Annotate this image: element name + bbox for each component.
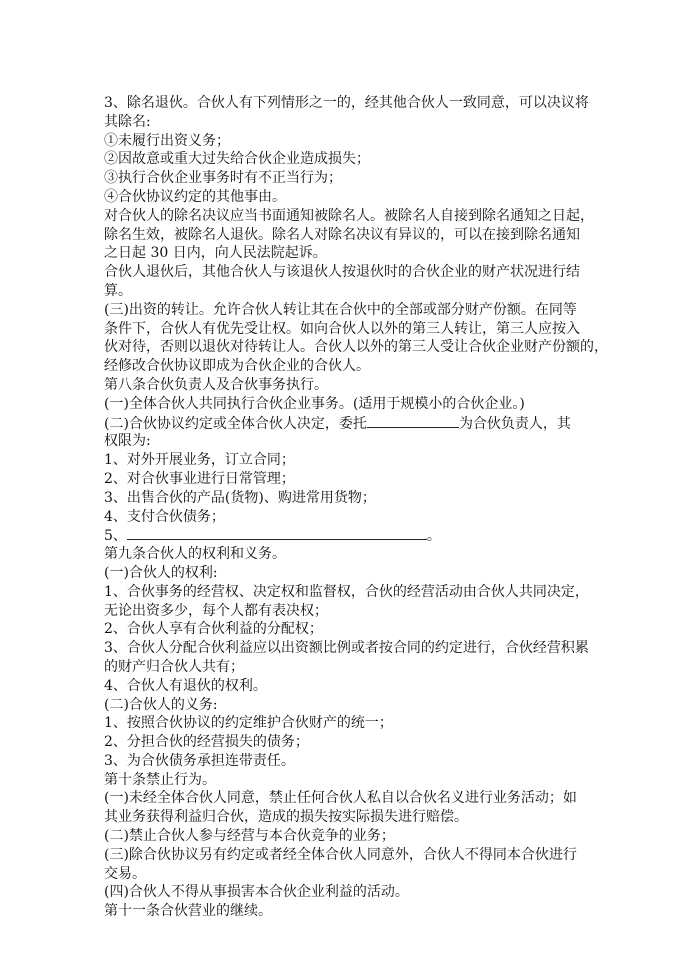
text-line: 的财产归合伙人共有； [104, 658, 244, 675]
text-line: 4、合伙人有退伙的权利。 [104, 677, 267, 694]
text-line: 除名生效，被除名人退伙。除名人对除名决议有异议的，可以在接到除名通知 [104, 226, 580, 243]
text-line: 交易。 [104, 865, 146, 882]
text-line: ①未履行出资义务； [104, 132, 230, 149]
text-line: 3、为合伙债务承担连带责任。 [104, 752, 295, 769]
item-5-line [104, 526, 594, 545]
entrust-line [104, 414, 594, 433]
text-line: 其除名: [104, 113, 151, 130]
section-heading: 第八条合伙负责人及合伙事务执行。 [104, 376, 328, 393]
text-line: 对合伙人的除名决议应当书面通知被除名人。被除名人自接到除名通知之日起， [104, 207, 594, 224]
section-heading: 第九条合伙人的权利和义务。 [104, 546, 286, 563]
text-line: 3、合伙人分配合伙利益应以出资额比例或者按合同的约定进行，合伙经营积累 [104, 640, 589, 657]
text-line: (三)出资的转让。允许合伙人转让其在合伙中的全部或部分财产份额。在同等 [104, 301, 577, 318]
entrust-before: (二)合伙协议约定或全体合伙人决定，委托 [104, 415, 367, 432]
text-line: 2、合伙人享有合伙利益的分配权； [104, 621, 323, 638]
text-line: 2、分担合伙的经营损失的债务； [104, 734, 309, 751]
text-line: 条件下，合伙人有优先受让权。如向合伙人以外的第三人转让，第三人应按入 [104, 320, 580, 337]
text-line: 其业务获得利益归合伙，造成的损失按实际损失进行赔偿。 [104, 809, 468, 826]
text-line: ③执行合伙企业事务时有不正当行为； [104, 170, 342, 187]
text-line: ②因故意或重大过失给合伙企业造成损失； [104, 151, 370, 168]
text-line: 4、支付合伙债务； [104, 508, 225, 525]
text-line: (二)禁止合伙人参与经营与本合伙竞争的业务； [104, 828, 395, 845]
text-line: 3、除名退伙。合伙人有下列情形之一的，经其他合伙人一致同意，可以决议将 [104, 95, 589, 111]
text-line: (一)全体合伙人共同执行合伙企业事务。(适用于规模小的合伙企业。) [104, 395, 525, 412]
document-page [104, 94, 608, 921]
text-line: 经修改合伙协议即成为合伙企业的合伙人。 [104, 358, 370, 375]
text-line: ④合伙协议约定的其他事由。 [104, 188, 286, 205]
text-line: (一)未经全体合伙人同意，禁止任何合伙人私自以合伙名义进行业务活动；如 [104, 790, 577, 807]
fill-in-blank[interactable] [367, 414, 459, 428]
entrust-after: 为合伙负责人，其 [458, 415, 571, 432]
text-line: (二)合伙人的义务: [104, 696, 218, 713]
section-heading: 第十条禁止行为。 [104, 771, 216, 788]
text-line: 合伙人退伙后，其他合伙人与该退伙人按退伙时的合伙企业的财产状况进行结 [104, 264, 580, 281]
text-line: 1、按照合伙协议的约定维护合伙财产的统一； [104, 715, 393, 732]
item-5-number: 5、 [104, 528, 127, 545]
fill-in-blank[interactable] [127, 526, 427, 540]
text-line: 伙对待，否则以退伙对待转让人。合伙人以外的第三人受让合伙企业财产份额的， [104, 339, 608, 356]
text-line: 3、出售合伙的产品(货物)、购进常用货物； [104, 489, 376, 506]
text-line: (四)合伙人不得从事损害本合伙企业利益的活动。 [104, 884, 409, 901]
text-line: 之日起 30 日内，向人民法院起诉。 [104, 245, 327, 262]
section-heading: 第十一条合伙营业的继续。 [104, 903, 272, 920]
text-line: 算。 [104, 282, 132, 299]
text-line: 权限为: [104, 433, 151, 450]
text-line: (三)除合伙协议另有约定或者经全体合伙人同意外，合伙人不得同本合伙进行 [104, 846, 577, 863]
text-line: 无论出资多少，每个人都有表决权； [104, 602, 328, 619]
text-line: 1、合伙事务的经营权、决定权和监督权，合伙的经营活动由合伙人共同决定， [104, 583, 589, 600]
text-line: (一)合伙人的权利: [104, 564, 218, 581]
item-5-end: 。 [426, 528, 441, 545]
text-line: 1、对外开展业务，订立合同； [104, 452, 295, 469]
text-line: 2、对合伙事业进行日常管理； [104, 470, 295, 487]
